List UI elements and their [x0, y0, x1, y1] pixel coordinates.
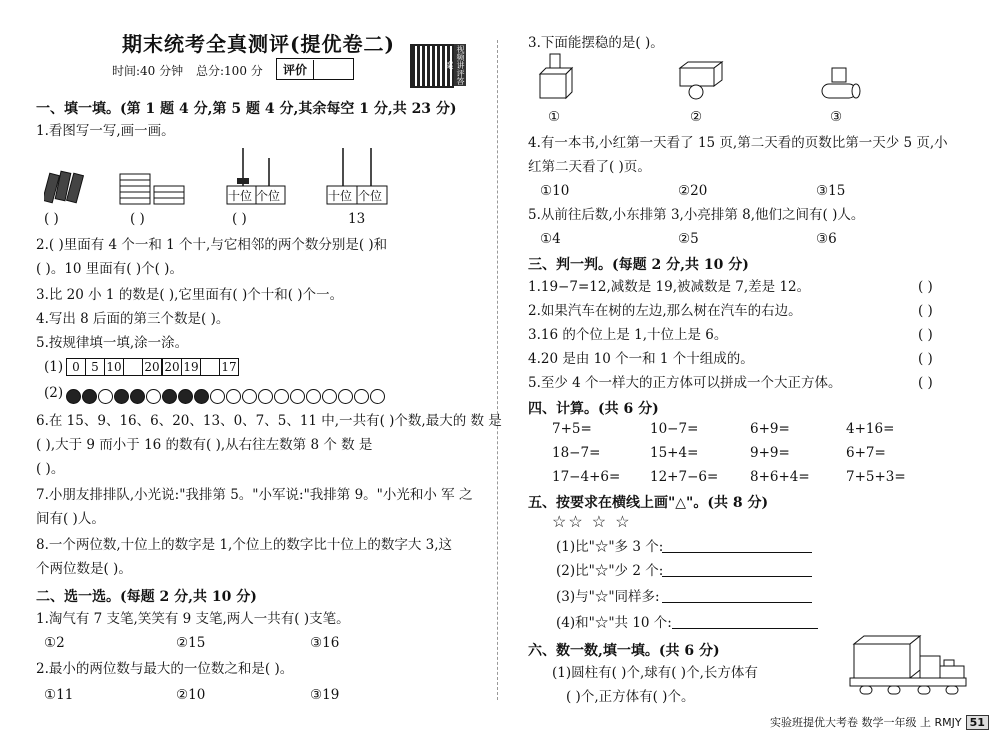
choice-3-option-2[interactable]: ② — [690, 109, 703, 125]
bead-empty[interactable] — [290, 389, 305, 404]
draw-2-line[interactable] — [662, 576, 812, 577]
calc-item[interactable]: 18−7= — [552, 445, 601, 461]
judge-1-answer[interactable]: ( ) — [918, 279, 933, 295]
page-title: 期末统考全真测评(提优卷二) — [122, 32, 395, 56]
judge-4: 4.20 是由 10 个一和 1 个十组成的。 — [528, 351, 754, 367]
question-1-7-line-1: 7.小朋友排排队,小光说:"我排第 5。"小军说:"我排第 9。"小光和小 军 之 — [36, 487, 473, 503]
seq-a-cell[interactable]: 20 — [144, 360, 160, 374]
choice-1: 1.淘气有 7 支笔,笑笑有 9 支笔,两人一共有( )支笔。 — [36, 611, 350, 627]
choice-1-option-1[interactable]: ①2 — [44, 635, 65, 651]
bead-filled[interactable] — [178, 389, 193, 404]
rating-box — [276, 58, 354, 80]
abacus-answer: 13 — [348, 211, 366, 227]
shape-option-1-icon — [536, 52, 576, 104]
question-1-2-line-2: ( )。10 里面有( )个( )。 — [36, 261, 183, 277]
calc-item[interactable]: 17−4+6= — [552, 469, 621, 485]
choice-5: 5.从前往后数,小东排第 3,小亮排第 8,他们之间有( )人。 — [528, 207, 865, 223]
draw-1-line[interactable] — [662, 552, 812, 553]
calc-item[interactable]: 6+9= — [750, 421, 790, 437]
choice-2-option-2[interactable]: ②10 — [176, 687, 206, 703]
judge-5-answer[interactable]: ( ) — [918, 375, 933, 391]
choice-5-option-3[interactable]: ③6 — [816, 231, 837, 247]
bead-row — [66, 386, 386, 405]
question-1-6-line-1: 6.在 15、9、16、6、20、13、0、7、5、11 中,一共有( )个数,最大的 数 是 — [36, 413, 502, 429]
question-1-5: 5.按规律填一填,涂一涂。 — [36, 335, 189, 351]
bead-empty[interactable] — [354, 389, 369, 404]
footer — [770, 714, 989, 730]
shape-option-3-icon — [816, 64, 864, 104]
calc-item[interactable]: 15+4= — [650, 445, 699, 461]
question-1-3: 3.比 20 小 1 的数是( ),它里面有( )个十和( )个一。 — [36, 287, 344, 303]
choice-2-option-1[interactable]: ①11 — [44, 687, 74, 703]
bead-empty[interactable] — [370, 389, 385, 404]
choice-2-option-3[interactable]: ③19 — [310, 687, 340, 703]
q1-blank-2[interactable]: ( ) — [130, 211, 145, 227]
question-1-8-line-1: 8.一个两位数,十位上的数字是 1,个位上的数字比十位上的数字大 3,这 — [36, 537, 453, 553]
sequence-a — [66, 358, 162, 376]
bead-filled[interactable] — [114, 389, 129, 404]
bead-filled[interactable] — [82, 389, 97, 404]
q1-blank-1[interactable]: ( ) — [44, 211, 59, 227]
question-1-2-line-1: 2.( )里面有 4 个一和 1 个十,与它相邻的两个数分别是( )和 — [36, 237, 388, 253]
seq-a-cell[interactable]: 5 — [86, 359, 105, 376]
choice-3-option-3[interactable]: ③ — [830, 109, 843, 125]
calc-item[interactable]: 10−7= — [650, 421, 699, 437]
stacked-blocks-icon — [118, 172, 188, 206]
bead-empty[interactable] — [146, 389, 161, 404]
section-4-title: 四、计算。(共 6 分) — [528, 401, 659, 417]
question-1-6-line-3: ( )。 — [36, 461, 65, 477]
seq-b-cell[interactable]: 17 — [221, 360, 237, 374]
question-1-6-line-2: ( ),大于 9 而小于 16 的数有( ),从右往左数第 8 个 数 是 — [36, 437, 373, 453]
section-6-title: 六、数一数,填一填。(共 6 分) — [528, 643, 720, 659]
choice-4-line-2: 红第二天看了( )页。 — [528, 159, 651, 175]
choice-2: 2.最小的两位数与最大的一位数之和是( )。 — [36, 661, 294, 677]
rating-label: 评价 — [277, 60, 314, 80]
seq-a-cell[interactable]: 0 — [67, 359, 86, 376]
calc-item[interactable]: 12+7−6= — [650, 469, 719, 485]
calc-item[interactable]: 7+5+3= — [846, 469, 906, 485]
bead-empty[interactable] — [338, 389, 353, 404]
calc-item[interactable]: 4+16= — [846, 421, 895, 437]
bead-filled[interactable] — [130, 389, 145, 404]
star-row: ☆☆ ☆ ☆ — [552, 512, 632, 531]
footer-text: 实验班提优大考卷 数学一年级 上 RMJY — [770, 716, 962, 729]
qr-caption: 视频讲评答案 — [445, 45, 465, 85]
abacus-1-ones: 个位 — [256, 189, 281, 203]
abacus-2-ones: 个位 — [358, 189, 383, 203]
draw-2-label: (2)比"☆"少 2 个: — [556, 563, 664, 579]
count-line-2: ( )个,正方体有( )个。 — [566, 689, 695, 705]
q5-1-label: (1) — [44, 359, 64, 375]
judge-2-answer[interactable]: ( ) — [918, 303, 933, 319]
seq-b-cell[interactable] — [201, 359, 220, 376]
q1-blank-3[interactable]: ( ) — [232, 211, 247, 227]
judge-2: 2.如果汽车在树的左边,那么树在汽车的右边。 — [528, 303, 802, 319]
choice-3: 3.下面能摆稳的是( )。 — [528, 35, 664, 51]
calc-item[interactable]: 6+7= — [846, 445, 886, 461]
page-divider — [497, 40, 498, 700]
seq-a-cell[interactable] — [124, 359, 143, 376]
bead-empty[interactable] — [258, 389, 273, 404]
sequence-b — [162, 358, 239, 376]
time-limit: 时间:40 分钟 — [112, 64, 184, 78]
bead-empty[interactable] — [242, 389, 257, 404]
total-score: 总分:100 分 — [196, 64, 263, 78]
draw-3-label: (3)与"☆"同样多: — [556, 589, 660, 605]
q5-2-label: (2) — [44, 385, 64, 401]
choice-5-option-2[interactable]: ②5 — [678, 231, 699, 247]
seq-b-cell[interactable]: 20 — [164, 360, 180, 374]
section-2-title: 二、选一选。(每题 2 分,共 10 分) — [36, 589, 257, 605]
choice-1-option-3[interactable]: ③16 — [310, 635, 340, 651]
bead-empty[interactable] — [226, 389, 241, 404]
choice-4-line-1: 4.有一本书,小红第一天看了 15 页,第二天看的页数比第一天少 5 页,小 — [528, 135, 948, 151]
seq-b-cell[interactable]: 19 — [183, 360, 199, 374]
bead-filled[interactable] — [66, 389, 81, 404]
draw-1-label: (1)比"☆"多 3 个: — [556, 539, 664, 555]
bead-filled[interactable] — [194, 389, 209, 404]
choice-5-option-1[interactable]: ①4 — [540, 231, 561, 247]
choice-4-option-1[interactable]: ①10 — [540, 183, 570, 199]
question-1-7-line-2: 间有( )人。 — [36, 511, 105, 527]
judge-5: 5.至少 4 个一样大的正方体可以拼成一个大正方体。 — [528, 375, 842, 391]
bead-empty[interactable] — [274, 389, 289, 404]
shape-option-2-icon — [676, 58, 724, 104]
count-line-1: (1)圆柱有( )个,球有( )个,长方体有 — [552, 665, 758, 681]
block-truck-icon — [846, 630, 970, 702]
judge-4-answer[interactable]: ( ) — [918, 351, 933, 367]
draw-4-label: (4)和"☆"共 10 个: — [556, 615, 672, 631]
page-number: 51 — [966, 715, 989, 730]
bead-empty[interactable] — [322, 389, 337, 404]
section-5-title: 五、按要求在横线上画"△"。(共 8 分) — [528, 495, 769, 511]
bead-empty[interactable] — [210, 389, 225, 404]
abacus-1-tens: 十位 — [228, 189, 253, 203]
choice-4-option-2[interactable]: ②20 — [678, 183, 708, 199]
calc-item[interactable]: 8+6+4= — [750, 469, 810, 485]
abacus-2-tens: 十位 — [328, 189, 353, 203]
question-1-1: 1.看图写一写,画一画。 — [36, 123, 175, 139]
judge-3: 3.16 的个位上是 1,十位上是 6。 — [528, 327, 728, 343]
section-1-title: 一、填一填。(第 1 题 4 分,第 5 题 4 分,其余每空 1 分,共 23 分) — [36, 101, 457, 117]
choice-1-option-2[interactable]: ②15 — [176, 635, 206, 651]
calc-item[interactable]: 9+9= — [750, 445, 790, 461]
calc-item[interactable]: 7+5= — [552, 421, 592, 437]
draw-4-line[interactable] — [672, 628, 818, 629]
judge-3-answer[interactable]: ( ) — [918, 327, 933, 343]
sticks-bundle-icon — [44, 170, 88, 206]
bead-empty[interactable] — [98, 389, 113, 404]
draw-3-line[interactable] — [662, 602, 812, 603]
choice-3-option-1[interactable]: ① — [548, 109, 561, 125]
bead-filled[interactable] — [162, 389, 177, 404]
section-3-title: 三、判一判。(每题 2 分,共 10 分) — [528, 257, 749, 273]
question-1-4: 4.写出 8 后面的第三个数是( )。 — [36, 311, 230, 327]
question-1-8-line-2: 个两位数是( )。 — [36, 561, 132, 577]
bead-empty[interactable] — [306, 389, 321, 404]
seq-a-cell[interactable]: 10 — [106, 360, 122, 374]
judge-1: 1.19−7=12,减数是 19,被减数是 7,差是 12。 — [528, 279, 811, 295]
choice-4-option-3[interactable]: ③15 — [816, 183, 846, 199]
